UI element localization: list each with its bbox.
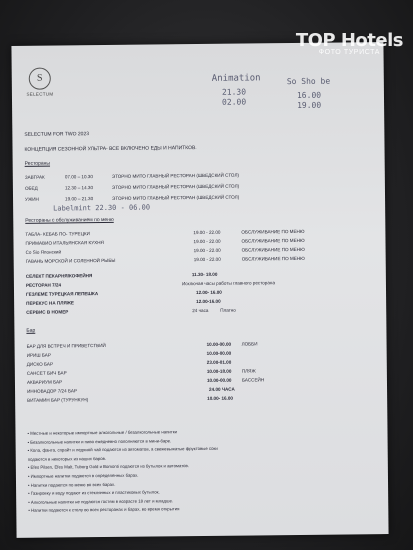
note-item: • Газировку и воду подают из стеклянных и пластиковых бутылок. xyxy=(28,489,160,496)
bar-time: 10.00- 16.00 xyxy=(207,395,233,401)
note-item: • Безалкогольные напитки и пиво ежедневно пополняются в мини-баре. xyxy=(27,437,172,445)
bar-name: САНСЕТ БИЧ БАР xyxy=(26,370,67,376)
service-time: 12.00- 16.00 xyxy=(196,289,222,296)
restaurants-heading: Рестораны xyxy=(24,160,51,167)
meal-desc: ЭТОРНО МИТО ГЛАВНЫЙ РЕСТОРАН (ШВЕДСКИЙ СТОЛ) xyxy=(112,194,240,201)
watermark-subtitle: ФОТО ТУРИСТА xyxy=(318,49,381,56)
handwritten-show: So Sho be xyxy=(286,76,331,87)
service-name: ПЕРЕКУС НА ПЛЯЖЕ xyxy=(26,300,74,306)
meal-name: УЖИН xyxy=(25,196,39,202)
hotel-logo xyxy=(20,67,60,96)
note-item: • Импортные напитки подаются в определенных барах. xyxy=(27,472,139,479)
service-time: 12.00-16.00 xyxy=(196,298,221,305)
handwritten-night-note: Labelmint 22.30 - 06.00 xyxy=(53,203,151,213)
service-time: 11.30- 18.00 xyxy=(191,271,218,278)
meal-time: 12.30 – 14.30 xyxy=(64,185,94,191)
doc-concept: КОНЦЕПЦИЯ СЕЗОННОЙ УЛЬТРА- ВСЕ ВКЛЮЧЕНО ЕДЫ И НАПИТКОВ. xyxy=(24,145,197,153)
logo-mark: S xyxy=(29,68,51,90)
watermark-brand: TOP Hotels xyxy=(295,30,403,51)
bar-name: ВИТАМИН БАР (ТУРУНКУН) xyxy=(27,397,89,403)
alacarte-time: 19.00 - 22.00 xyxy=(193,256,221,263)
meal-name: ОБЕД xyxy=(24,185,38,191)
bar-name: АКВАРИУМ БАР xyxy=(26,379,63,385)
note-item: • Местные и некоторые импортные алкогольные / безалкогольные напитки xyxy=(27,429,178,436)
note-item: • Алкогольные напитки не подаются гостям в возрасте 18 лет и младше. xyxy=(28,498,174,505)
service-name: ГЕЗЛЕМЕ ТУРЕЦКАЯ ЛЕПЕШКА xyxy=(26,291,99,297)
service-time: 24 часа xyxy=(192,307,209,314)
note-item: подаются в некоторых из наших баров. xyxy=(27,455,107,462)
handwritten-show-time-2: 19.00 xyxy=(297,100,322,110)
alacarte-time: 19.00 - 22.00 xyxy=(193,247,221,254)
menu-sheet xyxy=(11,42,388,538)
handwritten-animation: Animation xyxy=(211,73,261,84)
notes-list xyxy=(27,426,378,516)
service-name: РЕСТОРАН 7/24 xyxy=(25,282,62,288)
alacarte-name: ТАБЛА- КЕБАБ ПО- ТУРЕЦКИ xyxy=(25,231,90,237)
bar-name: БАР ДЛЯ ВСТРЕЧ И ПРИВЕТСТВИЙ xyxy=(26,342,106,349)
bar-time: 10.00-00.00 xyxy=(206,350,232,356)
note-item: • Напитки подаются к столу во всех ресторанах и барах, во время открытия xyxy=(28,506,180,514)
service-time: Исключая часы работы главного ресторана xyxy=(181,280,276,287)
note-item: • Efes Pilsen, Efes Malt, Tuborg Gold и Bomonti подаются из бутылок и автоматов. xyxy=(27,463,190,471)
bar-time: 10.00-18.00 xyxy=(206,368,232,374)
alacarte-time: 19.00 - 22.00 xyxy=(193,238,221,245)
bar-name: ИРИШ БАР xyxy=(26,352,51,358)
note-item: • Кола, фанта, спрайт и ледяной чай подаются из автоматов, а свежевыжатые фруктовые соки xyxy=(27,446,218,454)
bar-location: БАССЕЙН xyxy=(241,377,265,383)
bar-location: ЛОББИ xyxy=(241,341,258,347)
service-name: СЕРВИС В НОМЕР xyxy=(26,309,69,315)
service-desc: Платно xyxy=(220,307,236,313)
handwritten-animation-time-1: 21.30 xyxy=(221,87,247,97)
meal-desc: ЭТОРНО МИТО ГЛАВНЫЙ РЕСТОРАН (ШВЕДСКИЙ СТОЛ) xyxy=(111,183,240,190)
bar-time: 23.00-01.00 xyxy=(206,359,232,365)
service-name: СЕЛЕКТ ПЕКАРНЯ/КОФЕЙНЯ xyxy=(25,273,93,279)
meal-desc: ЭТОРНО МИТО ГЛАВНЫЙ РЕСТОРАН (ШВЕДСКИЙ СТОЛ) xyxy=(111,172,240,179)
alacarte-desc: ОБСЛУЖИВАНИЕ ПО МЕНЮ xyxy=(241,228,305,235)
alacarte-name: Co Sio Японский xyxy=(25,249,62,255)
bar-name: ИННОВАДОР 7/24 БАР xyxy=(27,388,77,394)
alacarte-heading: Рестораны с обслуживанием по меню xyxy=(25,216,114,224)
bar-time: 10.00-00.00 xyxy=(206,341,232,347)
alacarte-name: ПРИМАВИО ИТАЛЬЯНСКАЯ КУХНЯ xyxy=(25,240,104,246)
meal-time: 19.00 – 21.30 xyxy=(65,196,94,202)
handwritten-animation-time-2: 02.00 xyxy=(221,97,247,107)
alacarte-desc: ОБСЛУЖИВАНИЕ ПО МЕНЮ xyxy=(241,237,305,244)
bar-heading: Бар xyxy=(26,327,36,334)
tophotels-watermark xyxy=(296,30,403,56)
doc-title: SELECTUM FOR TWO 2023 xyxy=(24,131,90,138)
alacarte-time: 19.00 - 22.00 xyxy=(193,229,221,236)
logo-text: SELECTUM xyxy=(26,91,54,97)
bar-time: 24.00 ЧАСА xyxy=(209,386,235,392)
bar-name: ДИСКО БАР xyxy=(26,361,54,367)
meal-name: ЗАВТРАК xyxy=(24,174,45,180)
handwritten-show-time-1: 16.00 xyxy=(296,90,322,100)
alacarte-desc: ОБСЛУЖИВАНИЕ ПО МЕНЮ xyxy=(241,255,305,262)
bar-time: 10.00-00.00 xyxy=(206,377,232,383)
alacarte-name: ГАВАНЬ МОРСКОЙ И СОЛЕННОЙ РЫБЫ xyxy=(25,257,116,264)
note-item: • Напитки подаются по меню во всех барах. xyxy=(28,481,116,488)
bar-location: ПЛЯЖ xyxy=(241,368,256,374)
meal-time: 07.00 – 10.30 xyxy=(64,174,93,180)
alacarte-desc: ОБСЛУЖИВАНИЕ ПО МЕНЮ xyxy=(241,246,305,253)
